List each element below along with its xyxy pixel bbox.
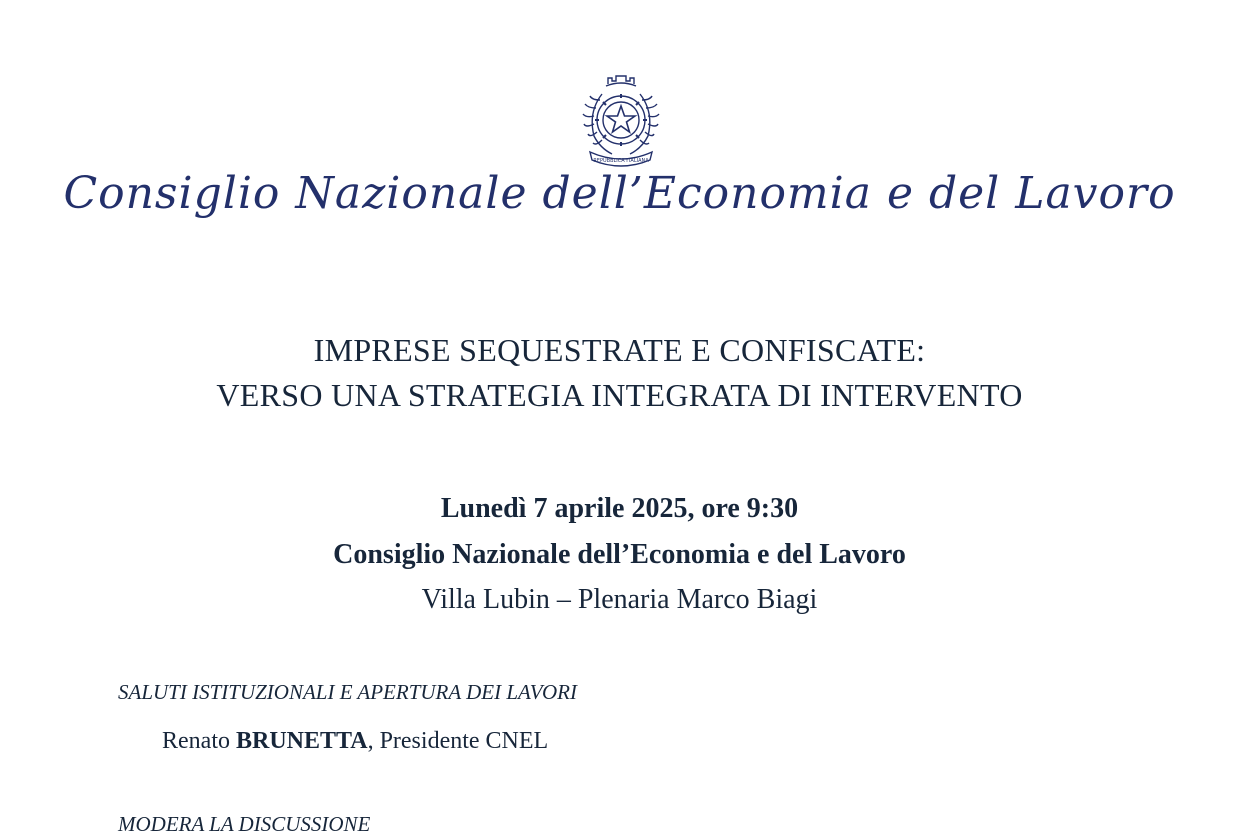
speaker-entry bbox=[162, 728, 548, 755]
event-title bbox=[0, 328, 1239, 418]
event-venue-institution: Consiglio Nazionale dell’Economia e del Lavoro bbox=[333, 538, 906, 570]
repubblica-italiana-emblem-icon bbox=[578, 70, 664, 170]
event-details bbox=[0, 486, 1239, 623]
section-label-opening: SALUTI ISTITUZIONALI E APERTURA DEI LAVORI bbox=[118, 680, 577, 704]
speaker-role: , Presidente CNEL bbox=[367, 728, 549, 754]
event-title-line-1: IMPRESE SEQUESTRATE E CONFISCATE: bbox=[313, 332, 926, 368]
speaker-surname: BRUNETTA bbox=[235, 728, 368, 754]
event-title-line-2: VERSO UNA STRATEGIA INTEGRATA DI INTERVENTO bbox=[216, 377, 1023, 413]
institution-name: Consiglio Nazionale dell’Economia e del Lavoro bbox=[63, 168, 1176, 219]
section-label-moderator: MODERA LA DISCUSSIONE bbox=[118, 812, 371, 836]
emblem-ribbon-text: REPUBBLICA ITALIANA bbox=[593, 158, 649, 164]
speaker-first-name: Renato bbox=[162, 728, 230, 754]
event-venue-room: Villa Lubin – Plenaria Marco Biagi bbox=[421, 584, 818, 615]
event-date-time: Lunedì 7 aprile 2025, ore 9:30 bbox=[440, 493, 799, 524]
